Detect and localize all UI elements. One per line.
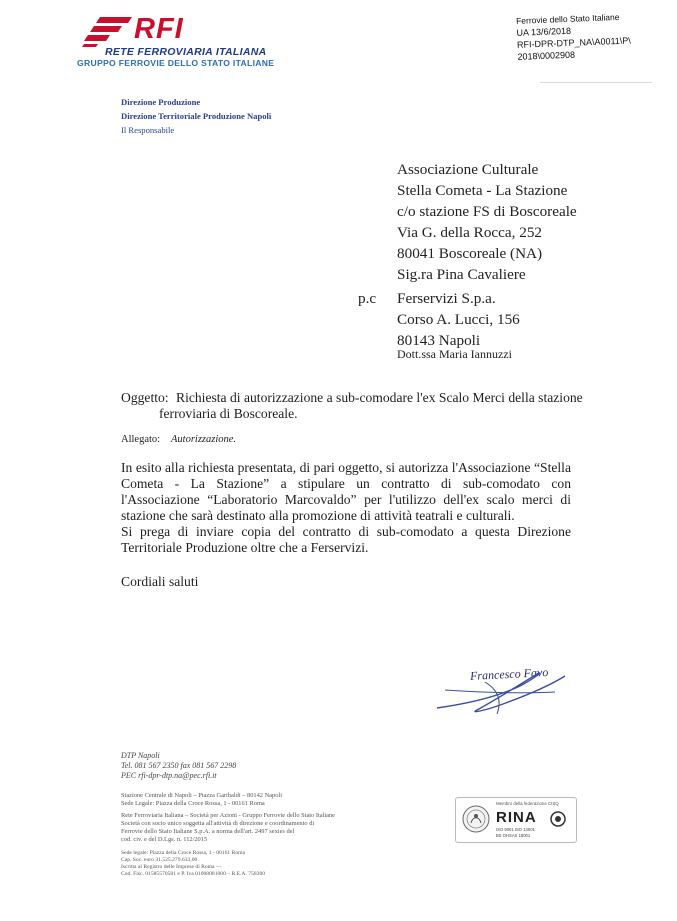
logo-group-name: GRUPPO FERROVIE DELLO STATO ITALIANE (77, 58, 275, 68)
subject-text-line1: Richiesta di autorizzazione a sub-comodare l'ex Scalo Merci della stazione (176, 390, 583, 405)
footer-office-name: DTP Napoli (121, 751, 160, 760)
attachment-label: Allegato: (121, 434, 161, 445)
body-paragraph: Si prega di inviare copia del contratto di sub-comodato a questa Direzione Territoriale Produzione oltre che a Ferservizi. (121, 524, 571, 555)
recipient-line: 80041 Boscoreale (NA) (397, 245, 543, 262)
footer-pec: PEC rfi-dpr-dtp.na@pec.rfi.it (121, 771, 217, 780)
footer-legal: Cod. Fisc. 01585570581 e P. Iva 01008081000 – R.E.A. 758300 (121, 871, 266, 877)
subject-label: Oggetto: (121, 390, 169, 405)
certification-caption: Membro della federazione CISQ (496, 801, 559, 806)
footer-legal: Cap. Soc. euro 31.525.279.633,00 (121, 857, 198, 863)
closing-text: Cordiali saluti (121, 574, 199, 589)
footer-company: Rete Ferroviaria Italiana – Società per Azioni - Gruppo Ferrovie dello Stato Italiane (121, 812, 336, 819)
certification-badge (455, 797, 577, 843)
rina-standard: BS OHSAS 18001 (496, 833, 531, 838)
cc-line: Corso A. Lucci, 156 (397, 311, 520, 328)
sender-office: Direzione Territoriale Produzione Napoli (121, 111, 272, 121)
logo-wordmark: RFI (134, 13, 184, 45)
attachment-value: Autorizzazione. (171, 434, 237, 445)
footer-company: cod. civ. e del D.Lgs. n. 112/2015 (121, 836, 208, 843)
signature-scribble-icon (425, 660, 575, 720)
rina-standard: ISO 9001 ISO 14001 (496, 827, 535, 832)
recipient-line: Associazione Culturale (397, 161, 539, 178)
cc-line: Ferservizi S.p.a. (397, 290, 496, 307)
rfi-logo-icon (82, 14, 134, 48)
letter-body (121, 460, 571, 556)
protocol-stamp (516, 9, 666, 77)
footer-legal: Iscritta al Registro delle Imprese di Roma — (121, 864, 222, 870)
recipient-line: Via G. della Rocca, 252 (397, 224, 543, 241)
stamp-line: Ferrovie dello Stato Italiane (515, 11, 620, 26)
cc-line: 80143 Napoli (397, 332, 481, 349)
subject-text-line2: ferroviaria di Boscoreale. (159, 406, 298, 421)
logo-subtitle: RETE FERROVIARIA ITALIANA (105, 46, 267, 58)
stamp-line: 2018\0002908 (517, 49, 576, 62)
footer-address: Sede Legale: Piazza della Croce Rossa, 1 - 00161 Roma (121, 800, 265, 807)
sender-role: Il Responsabile (121, 125, 175, 135)
rina-brand: RINA (496, 809, 537, 826)
footer-phone: Tel. 081 567 2350 fax 081 567 2298 (121, 761, 237, 770)
sender-department: Direzione Produzione (121, 97, 201, 107)
cisq-emblem-icon (461, 804, 491, 834)
stamp-divider (540, 82, 652, 83)
footer-legal: Sede legale: Piazza della Croce Rossa, 1 - 00161 Roma (121, 850, 245, 856)
stamp-line: RFI-DPR-DTP_NA\A0011\P\ (516, 35, 631, 50)
rina-mark-icon (550, 811, 566, 827)
footer-company: Ferrovie dello Stato Italiane S.p.A. a norma dell'art. 2497 sexies del (121, 828, 295, 835)
recipient-line: c/o stazione FS di Boscoreale (397, 203, 577, 220)
body-paragraph: In esito alla richiesta presentata, di pari oggetto, si autorizza l'Associazione “Stella Cometa - La Stazione” a stipulare un contratto di sub-comodato con l'Associazione “Laboratorio Marcovaldo” per l'utilizzo dell'ex scalo merci di stazione che sarà destinato alla promozione di attività teatrali e culturali. (121, 460, 571, 523)
signature-name: Francesco Favo (469, 664, 549, 684)
footer-company: Società con socio unico soggetta all'attività di direzione e coordinamento di (121, 820, 315, 827)
cc-attention: Dott.ssa Maria Iannuzzi (397, 347, 512, 361)
stamp-line: UA 13/6/2018 (516, 25, 572, 38)
recipient-line: Sig.ra Pina Cavaliere (397, 266, 526, 283)
recipient-line: Stella Cometa - La Stazione (397, 182, 568, 199)
footer-address: Stazione Centrale di Napoli – Piazza Garibaldi – 80142 Napoli (121, 792, 282, 799)
cc-label: p.c (358, 290, 377, 307)
